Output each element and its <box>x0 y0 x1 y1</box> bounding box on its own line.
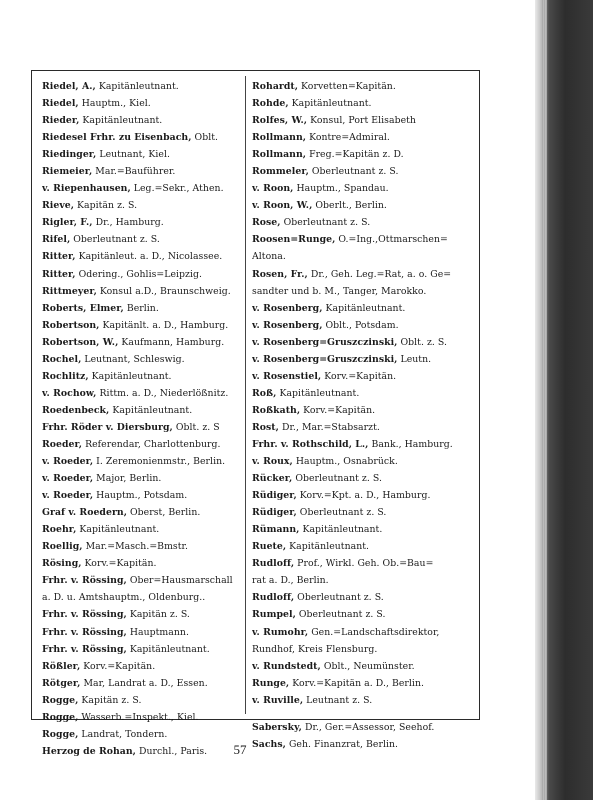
entry-detail: sandter und b. M., Tanger, Marokko. <box>252 285 427 297</box>
directory-entry <box>42 180 242 197</box>
directory-entry <box>42 78 242 95</box>
entry-name: v. Rumohr, <box>252 626 309 638</box>
entry-detail: Referendar, Charlottenburg. <box>82 438 221 450</box>
directory-entry <box>252 385 476 402</box>
directory-entry <box>252 163 476 180</box>
entry-name: v. Rosenstiel, <box>252 370 322 382</box>
directory-entry <box>42 470 242 487</box>
entry-detail: I. Zeremonienmstr., Berlin. <box>93 456 226 468</box>
entry-name: Roedenbeck, <box>42 404 110 416</box>
directory-entry <box>42 641 242 658</box>
entry-detail: Hauptm., Kiel. <box>78 98 151 110</box>
entry-name: Riedel, <box>42 98 79 110</box>
directory-entry <box>252 487 476 504</box>
column-divider <box>245 76 246 714</box>
entry-name: Rochel, <box>42 353 82 365</box>
directory-entry <box>252 78 476 95</box>
directory-entry <box>42 658 242 675</box>
entry-name: Rommeler, <box>252 166 309 178</box>
entry-detail: Korvetten=Kapitän. <box>298 81 396 92</box>
entry-name: Rieder, <box>42 115 80 127</box>
directory-entry <box>252 675 476 692</box>
entry-detail: Geh. Finanzrat, Berlin. <box>285 738 399 750</box>
entry-detail: Major, Berlin. <box>93 473 162 485</box>
directory-entry <box>252 248 476 265</box>
entry-detail: Korv.=Kapitän. <box>80 660 156 672</box>
entry-name: Rollmann, <box>252 149 307 161</box>
directory-entry <box>252 351 476 368</box>
entry-detail: Oberleutnant z. S. <box>294 592 384 604</box>
entry-detail: Oberleutnant z. S. <box>70 234 160 246</box>
entry-detail: Kapitänleutnant. <box>286 541 370 553</box>
directory-entry <box>252 129 476 146</box>
entry-detail: Rundhof, Kreis Flensburg. <box>252 643 378 655</box>
directory-entry <box>42 129 242 146</box>
entry-detail: Korv.=Kapitän. <box>321 370 397 382</box>
entry-name: Herzog de Rohan, <box>42 745 136 757</box>
entry-name: Frhr. v. Rothschild, L., <box>252 438 369 450</box>
entry-detail: Konsul, Port Elisabeth <box>307 115 416 127</box>
directory-entry <box>42 692 242 709</box>
directory-entry <box>42 231 242 248</box>
entry-detail: Kapitänleutnant. <box>95 81 179 92</box>
book-edge <box>535 0 593 800</box>
directory-entry <box>252 419 476 436</box>
directory-entry <box>252 641 476 658</box>
entry-name: Rolfes, W., <box>252 115 308 127</box>
entry-name: Rötger, <box>42 677 81 689</box>
entry-detail: Korv.=Kapitän a. D., Berlin. <box>289 677 424 689</box>
directory-entry <box>252 606 476 623</box>
entry-detail: Berlin. <box>123 302 159 314</box>
page-number: 57 <box>233 742 247 757</box>
entry-detail: Oblt., Neumünster. <box>320 660 415 672</box>
entry-name: Rösing, <box>42 558 82 570</box>
entry-name: Rößler, <box>42 660 81 672</box>
entry-detail: Oberleutnant z. S. <box>295 609 386 621</box>
entry-detail: Hauptm., Potsdam. <box>93 490 188 502</box>
entry-detail: Kapitänleutnant. <box>322 302 406 314</box>
entry-name: Frhr. Röder v. Diersburg, <box>42 421 173 433</box>
entry-name: v. Rochow, <box>42 387 97 399</box>
directory-entry <box>252 197 476 214</box>
directory-entry <box>42 538 242 555</box>
entry-name: Riedel, A., <box>42 81 96 92</box>
entry-detail: Leutn. <box>397 353 432 365</box>
directory-entry <box>252 555 476 572</box>
entry-name: Frhr. v. Rössing, <box>42 643 127 655</box>
entry-detail: Oberleutnant z. S. <box>292 473 382 485</box>
entry-name: Rifel, <box>42 234 71 246</box>
entry-name: Rogge, <box>42 694 79 706</box>
directory-entry <box>42 572 242 589</box>
entry-detail: Oberst, Berlin. <box>127 507 201 519</box>
entry-detail: Freg.=Kapitän z. D. <box>306 149 404 161</box>
directory-entry <box>42 163 242 180</box>
entry-detail: Rittm. a. D., Niederlößnitz. <box>96 387 229 399</box>
entry-detail: Prof., Wirkl. Geh. Ob.=Bau= <box>294 558 434 570</box>
directory-entry <box>252 95 476 112</box>
entry-name: Robertson, W., <box>42 336 119 348</box>
entry-detail: Oberleutnant z. S. <box>280 217 371 229</box>
entry-name: Rüdiger, <box>252 490 297 502</box>
entry-detail: Leutnant, Kiel. <box>96 149 171 161</box>
entry-name: Roehr, <box>42 524 77 536</box>
entry-name: Graf v. Roedern, <box>42 507 127 519</box>
directory-entry <box>252 180 476 197</box>
directory-entry <box>252 521 476 538</box>
directory-entry <box>252 504 476 521</box>
entry-detail: Wasserb.=Inspekt., Kiel. <box>78 711 199 723</box>
entry-name: Roeder, <box>42 438 83 450</box>
entry-detail: Dr., Ger.=Assessor, Seehof. <box>301 721 435 733</box>
entry-name: Riedinger, <box>42 149 97 161</box>
entry-name: Rümann, <box>252 524 300 536</box>
directory-entry <box>252 624 476 641</box>
entry-detail: Konsul a.D., Braunschweig. <box>96 285 231 297</box>
entry-detail: Kapitänleutnant. <box>109 404 193 416</box>
entry-name: v. Roon, W., <box>252 200 313 212</box>
directory-entry <box>252 214 476 231</box>
directory-entry <box>42 385 242 402</box>
entry-detail: Mar.=Masch.=Bmstr. <box>82 541 189 553</box>
entry-detail: Oblt. z. S. <box>397 336 448 348</box>
directory-entry <box>42 521 242 538</box>
directory-entry <box>42 146 242 163</box>
directory-entry <box>42 197 242 214</box>
directory-entry <box>42 453 242 470</box>
entry-name: Robertson, <box>42 319 100 331</box>
entry-detail: Dr., Geh. Leg.=Rat, a. o. Ge= <box>307 268 452 280</box>
directory-entry <box>42 487 242 504</box>
entry-name: Rigler, F., <box>42 217 93 229</box>
entry-detail: Mar.=Bauführer. <box>92 166 176 178</box>
entry-name: Rochlitz, <box>42 370 89 382</box>
entry-detail: Leg.=Sekr., Athen. <box>130 183 224 195</box>
entry-detail: Kapitänleutnant. <box>299 524 383 536</box>
entry-detail: Kapitänleutnant. <box>79 115 163 127</box>
entry-spacer <box>252 709 476 719</box>
entry-name: Sabersky, <box>252 721 302 733</box>
entry-name: Rieve, <box>42 200 75 212</box>
entry-detail: Oberlt., Berlin. <box>312 200 387 212</box>
directory-entry <box>252 266 476 283</box>
entry-name: Riemeier, <box>42 166 93 178</box>
entry-name: Rosen, Fr., <box>252 268 308 280</box>
entry-detail: Kapitänleutnant. <box>88 370 172 382</box>
right-column <box>252 78 476 753</box>
entry-detail: Kapitänleutnant. <box>126 643 210 655</box>
entry-name: Ritter, <box>42 268 76 280</box>
entry-detail: rat a. D., Berlin. <box>252 575 329 587</box>
entry-name: v. Rosenberg, <box>252 302 323 314</box>
entry-detail: Kaufmann, Hamburg. <box>118 336 225 348</box>
directory-entry <box>252 453 476 470</box>
entry-detail: Oblt., Potsdam. <box>322 319 399 331</box>
directory-entry <box>42 351 242 368</box>
directory-entry <box>252 538 476 555</box>
directory-entry <box>42 95 242 112</box>
entry-detail: Bank., Hamburg. <box>368 438 453 450</box>
entry-detail: Leutnant z. S. <box>303 694 373 706</box>
directory-entry <box>42 266 242 283</box>
directory-entry <box>252 334 476 351</box>
directory-entry <box>252 719 476 736</box>
entry-detail: Kapitänleutnant. <box>276 387 360 399</box>
entry-name: Rohde, <box>252 98 289 110</box>
entry-detail: Korv.=Kapitän. <box>300 404 376 416</box>
directory-entry <box>252 283 476 300</box>
entry-detail: Kontre=Admiral. <box>306 132 390 144</box>
entry-name: Riedesel Frhr. zu Eisenbach, <box>42 132 192 144</box>
entry-detail: Dr., Mar.=Stabsarzt. <box>278 421 380 433</box>
entry-name: Roellig, <box>42 541 83 553</box>
directory-entry <box>42 402 242 419</box>
entry-detail: Odering., Gohlis=Leipzig. <box>75 268 203 280</box>
directory-entry <box>42 555 242 572</box>
directory-entry <box>252 470 476 487</box>
directory-entry <box>42 709 242 726</box>
entry-name: Rogge, <box>42 728 79 740</box>
directory-entry <box>252 368 476 385</box>
directory-entry <box>252 146 476 163</box>
directory-entry <box>252 317 476 334</box>
entry-detail: Mar, Landrat a. D., Essen. <box>80 677 208 689</box>
entry-name: Roosen=Runge, <box>252 234 336 246</box>
entry-name: v. Roeder, <box>42 473 94 485</box>
directory-entry <box>252 692 476 709</box>
directory-entry <box>42 334 242 351</box>
entry-name: Rudloff, <box>252 558 295 570</box>
directory-entry <box>42 436 242 453</box>
entry-name: v. Riepenhausen, <box>42 183 131 195</box>
directory-entry <box>42 248 242 265</box>
entry-name: Rollmann, <box>252 132 307 144</box>
directory-entry <box>42 317 242 334</box>
entry-name: Frhr. v. Rössing, <box>42 626 127 638</box>
directory-entry <box>42 368 242 385</box>
entry-name: v. Rosenberg=Gruszczinski, <box>252 353 398 365</box>
entry-name: Frhr. v. Rössing, <box>42 609 127 621</box>
entry-detail: Hauptm., Osnabrück. <box>292 456 398 468</box>
entry-name: Rüdiger, <box>252 507 297 519</box>
entry-detail: Kapitänleut. a. D., Nicolassee. <box>75 251 223 263</box>
directory-entry <box>252 231 476 248</box>
entry-name: v. Rundstedt, <box>252 660 321 672</box>
entry-name: Rose, <box>252 217 281 229</box>
entry-detail: Kapitänlt. a. D., Hamburg. <box>99 319 229 331</box>
entry-name: Rumpel, <box>252 609 296 621</box>
entry-name: Roberts, Elmer, <box>42 302 124 314</box>
directory-entry <box>252 658 476 675</box>
entry-name: v. Roux, <box>252 456 293 468</box>
entry-name: Runge, <box>252 677 290 689</box>
entry-name: Sachs, <box>252 738 286 750</box>
entry-name: Ritter, <box>42 251 76 263</box>
entry-detail: Kapitän z. S. <box>78 694 142 706</box>
directory-entry <box>252 436 476 453</box>
directory-entry <box>42 112 242 129</box>
entry-detail: Altona. <box>252 251 286 263</box>
entry-name: Rittmeyer, <box>42 285 97 297</box>
directory-entry <box>42 419 242 436</box>
entry-detail: Ober=Hausmarschall <box>126 575 233 587</box>
entry-name: Ruete, <box>252 541 287 553</box>
entry-detail: Kapitän z. S. <box>126 609 190 621</box>
directory-entry <box>42 214 242 231</box>
directory-entry <box>252 589 476 606</box>
entry-detail: Kapitän z. S. <box>74 200 138 212</box>
entry-detail: Oblt. z. S <box>172 421 220 433</box>
directory-entry <box>42 283 242 300</box>
entry-detail: Landrat, Tondern. <box>78 728 168 740</box>
entry-name: v. Roon, <box>252 183 294 195</box>
entry-name: Rost, <box>252 421 279 433</box>
entry-detail: Hauptmann. <box>126 626 189 638</box>
entry-name: Rudloff, <box>252 592 295 604</box>
entry-detail: Hauptm., Spandau. <box>293 183 389 195</box>
directory-entry <box>42 589 242 606</box>
entry-name: v. Ruville, <box>252 694 304 706</box>
directory-entry <box>42 606 242 623</box>
entry-detail: O.=Ing.,Ottmarschen= <box>335 234 448 246</box>
entry-detail: Kapitänleutnant. <box>76 524 160 536</box>
entry-detail: Oberleutnant z. S. <box>296 507 387 519</box>
directory-entry <box>252 112 476 129</box>
entry-name: Roßkath, <box>252 404 301 416</box>
entry-detail: Durchl., Paris. <box>135 745 208 757</box>
entry-name: v. Rosenberg=Gruszczinski, <box>252 336 398 348</box>
entry-detail: Gen.=Landschaftsdirektor, <box>308 626 440 638</box>
entry-name: Frhr. v. Rössing, <box>42 575 127 587</box>
directory-entry <box>42 675 242 692</box>
directory-entry <box>42 624 242 641</box>
directory-entry <box>42 504 242 521</box>
entry-detail: Korv.=Kpt. a. D., Hamburg. <box>296 490 431 502</box>
entry-name: Roß, <box>252 387 277 399</box>
entry-detail: Dr., Hamburg. <box>92 217 164 229</box>
entry-name: Rücker, <box>252 473 293 485</box>
entry-detail: Leutnant, Schleswig. <box>81 353 185 365</box>
entry-detail: a. D. u. Amtshauptm., Oldenburg.. <box>42 592 206 604</box>
entry-name: v. Roeder, <box>42 456 94 468</box>
directory-entry <box>42 726 242 743</box>
directory-entry <box>252 572 476 589</box>
entry-name: Rogge, <box>42 711 79 723</box>
directory-entry <box>252 402 476 419</box>
left-column <box>42 78 242 760</box>
directory-entry <box>42 300 242 317</box>
entry-detail: Oberleutnant z. S. <box>308 166 399 178</box>
entry-name: v. Rosenberg, <box>252 319 323 331</box>
entry-detail: Korv.=Kapitän. <box>81 558 157 570</box>
entry-name: v. Roeder, <box>42 490 94 502</box>
entry-name: Rohardt, <box>252 81 299 92</box>
entry-detail: Oblt. <box>191 132 219 144</box>
entry-detail: Kapitänleutnant. <box>288 98 372 110</box>
directory-entry <box>252 300 476 317</box>
